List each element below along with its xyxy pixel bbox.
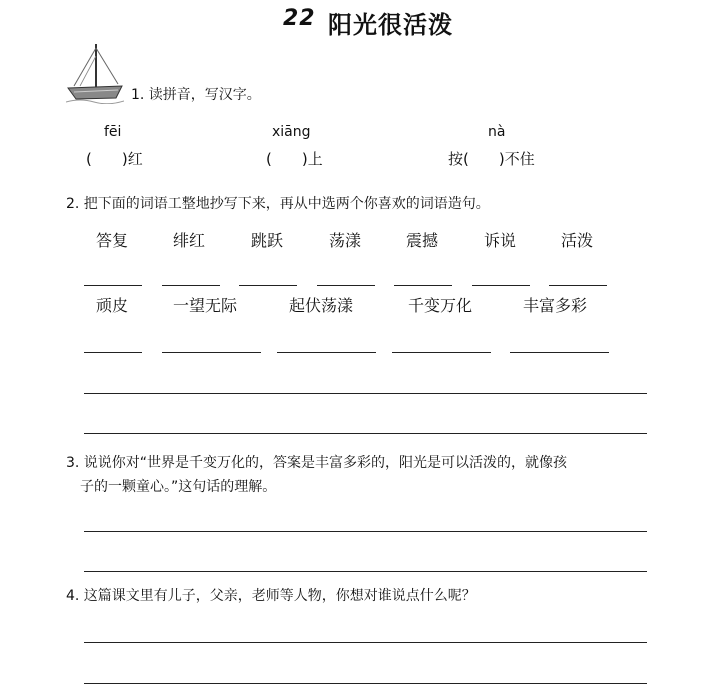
- pinyin-2: xiāng: [272, 124, 311, 140]
- question-3-line-1: 3. 说说你对“世界是千变万化的，答案是丰富多彩的，阳光是可以活泼的，就像孩: [66, 455, 568, 471]
- lesson-number: 22: [283, 6, 316, 31]
- word-2: 绯红: [173, 231, 206, 250]
- sentence-line-1[interactable]: [84, 393, 647, 394]
- word-4: 荡漾: [329, 231, 362, 250]
- word-9: 一望无际: [173, 296, 238, 315]
- question-1-label: 1. 读拼音，写汉字。: [131, 87, 261, 103]
- word-12: 丰富多彩: [523, 296, 588, 315]
- copy-line-11[interactable]: [392, 352, 491, 353]
- question-3-line-2: 子的一颗童心。”这句话的理解。: [80, 479, 277, 495]
- pinyin-3: nà: [488, 124, 506, 140]
- copy-line-5[interactable]: [394, 285, 452, 286]
- copy-line-2[interactable]: [162, 285, 220, 286]
- answer-line-3a[interactable]: [84, 531, 647, 532]
- copy-line-4[interactable]: [317, 285, 375, 286]
- pinyin-1: fēi: [104, 124, 122, 140]
- copy-line-12[interactable]: [510, 352, 609, 353]
- fill-blank-2: ( )上: [266, 150, 323, 168]
- copy-line-3[interactable]: [239, 285, 297, 286]
- question-2-label: 2. 把下面的词语工整地抄写下来，再从中选两个你喜欢的词语造句。: [66, 196, 490, 212]
- sailboat-icon: [66, 42, 124, 104]
- fill-blank-1: ( )红: [86, 150, 143, 168]
- word-3: 跳跃: [251, 231, 284, 250]
- copy-line-9[interactable]: [162, 352, 261, 353]
- copy-line-8[interactable]: [84, 352, 142, 353]
- word-8: 顽皮: [96, 296, 129, 315]
- copy-line-6[interactable]: [472, 285, 530, 286]
- word-11: 千变万化: [408, 296, 473, 315]
- answer-line-4a[interactable]: [84, 642, 647, 643]
- word-5: 震撼: [406, 231, 439, 250]
- question-4-label: 4. 这篇课文里有儿子，父亲，老师等人物，你想对谁说点什么呢？: [66, 588, 476, 604]
- word-6: 诉说: [484, 231, 517, 250]
- word-7: 活泼: [561, 231, 594, 250]
- lesson-title: 阳光很活泼: [328, 10, 453, 39]
- copy-line-7[interactable]: [549, 285, 607, 286]
- word-1: 答复: [96, 231, 129, 250]
- copy-line-10[interactable]: [277, 352, 376, 353]
- fill-blank-3: 按( )不住: [448, 150, 535, 168]
- word-10: 起伏荡漾: [289, 296, 354, 315]
- sentence-line-2[interactable]: [84, 433, 647, 434]
- answer-line-4b[interactable]: [84, 683, 647, 684]
- answer-line-3b[interactable]: [84, 571, 647, 572]
- copy-line-1[interactable]: [84, 285, 142, 286]
